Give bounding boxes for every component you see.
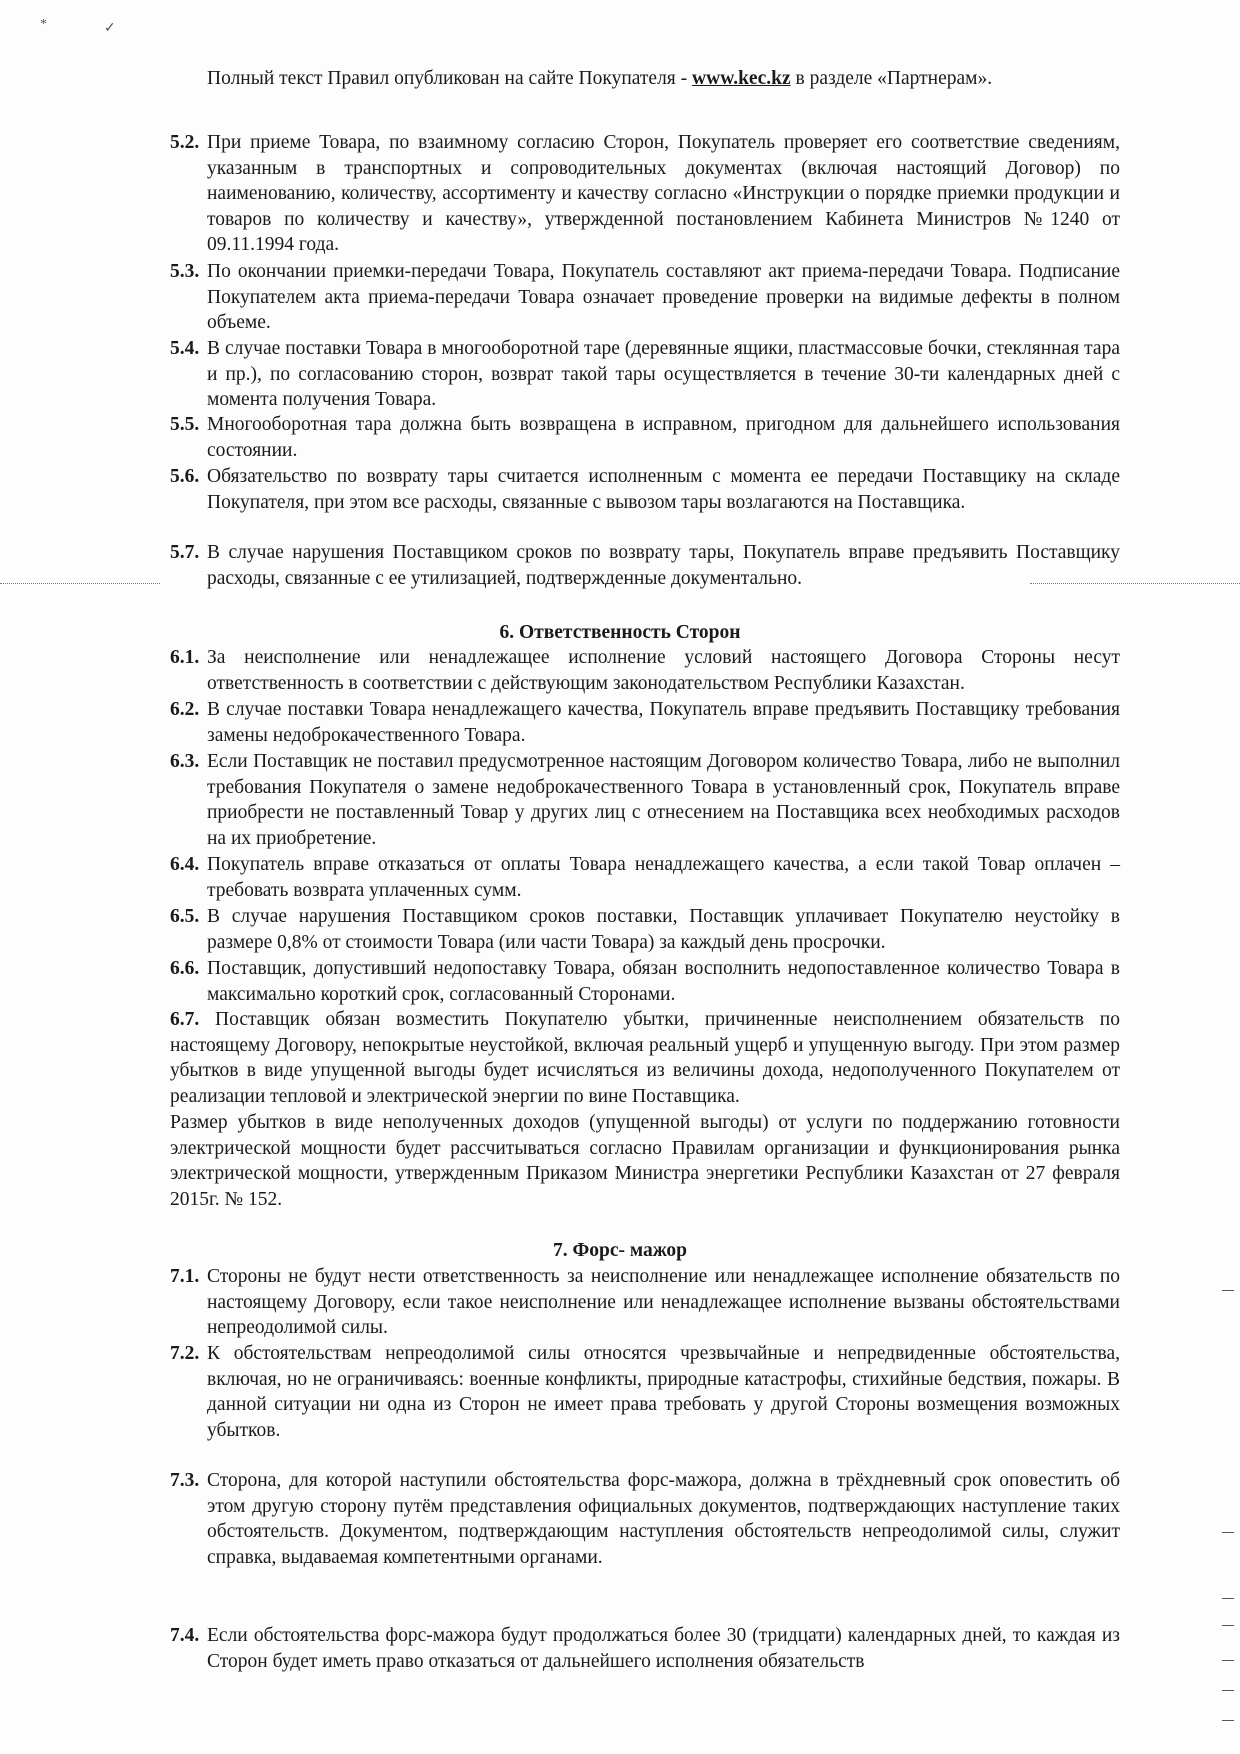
clause-7-4 bbox=[170, 1623, 1120, 1674]
clause-text: Поставщик, допустивший недопоставку Товара, обязан восполнить недопоставленное количество Товара в максимально короткий срок, согласованный Сторонами. bbox=[207, 958, 1120, 1005]
scan-artifact-tick bbox=[1222, 1660, 1234, 1661]
scan-artifact-tick bbox=[1222, 1290, 1234, 1291]
intro-text: Полный текст Правил опубликован на сайте Покупателя - bbox=[207, 68, 693, 89]
clause-text: В случае поставки Товара ненадлежащего качества, Покупатель вправе предъявить Поставщику требования замены недоброкачественного Товара. bbox=[207, 699, 1120, 746]
intro-text-end: в разделе «Партнерам». bbox=[790, 68, 993, 89]
clause-number: 6.6. bbox=[170, 958, 200, 979]
clause-text: При приеме Товара, по взаимному согласию Сторон, Покупатель проверяет его соответствие сведениям, указанным в транспортных и сопроводительных документах (включая настоящий Договор) по наименованию, количеству, ассортименту и качеству согласно «Инструкции о порядке приемки продукции и товаров по количеству и качеству», утвержденной постановлением Кабинета Министров №1240 от 09.11.1994 года. bbox=[207, 132, 1120, 255]
clause-number: 7.3. bbox=[170, 1470, 200, 1491]
clause-text: Покупатель вправе отказаться от оплаты Товара ненадлежащего качества, а если такой Товар оплачен – требовать возврата уплаченных сумм. bbox=[207, 854, 1120, 901]
clause-text: Поставщик обязан возместить Покупателю убытки, причиненные неисполнением обязательств по настоящему Договору, непокрытые неустойкой, включая реальный ущерб и упущенную выгоду. При этом размер убытков в виде упущенной выгоды будет исчисляться из величины дохода, недополученного Покупателем от реализации тепловой и электрической энергии по вине Поставщика. bbox=[170, 1009, 1120, 1107]
clause-6-2 bbox=[170, 697, 1120, 748]
clause-number: 6.2. bbox=[170, 699, 200, 720]
clause-number: 5.2. bbox=[170, 132, 200, 153]
section-6-heading: 6. Ответственность Сторон bbox=[499, 622, 741, 643]
clause-text: В случае нарушения Поставщиком сроков поставки, Поставщик уплачивает Покупателю неустойку в размере 0,8% от стоимости Товара (или части Товара) за каждый день просрочки. bbox=[207, 906, 1120, 953]
clause-5-6 bbox=[170, 464, 1120, 515]
clause-5-7 bbox=[170, 540, 1120, 591]
clause-text: Стороны не будут нести ответственность за неисполнение или ненадлежащее исполнение обязательств по настоящему Договору, если такое неисполнение или ненадлежащее исполнение вызваны обстоятельствами непреодолимой силы. bbox=[207, 1266, 1120, 1338]
clause-7-3 bbox=[170, 1468, 1120, 1570]
clause-5-4 bbox=[170, 336, 1120, 413]
scan-artifact-tick bbox=[1222, 1690, 1234, 1691]
scan-artifact-tick bbox=[1222, 1720, 1234, 1721]
clause-number: 7.4. bbox=[170, 1625, 200, 1646]
scan-artifact-line bbox=[1030, 583, 1240, 584]
scan-artifact-tick bbox=[1222, 1532, 1234, 1533]
clause-number: 6.1. bbox=[170, 647, 200, 668]
clause-text: В случае поставки Товара в многооборотной таре (деревянные ящики, пластмассовые бочки, стеклянная тара и пр.), по согласованию сторон, возврат такой тары осуществляется в течение 30-ти календарных дней с момента получения Товара. bbox=[207, 338, 1120, 410]
clause-text: За неисполнение или ненадлежащее исполнение условий настоящего Договора Стороны несут ответственность в соответствии с действующим законодательством Республики Казахстан. bbox=[207, 647, 1120, 694]
clause-number: 5.7. bbox=[170, 542, 200, 563]
clause-number: 5.3. bbox=[170, 261, 200, 282]
website-link[interactable]: www.kec.kz bbox=[692, 68, 791, 89]
clause-6-4 bbox=[170, 852, 1120, 903]
scan-mark: * bbox=[40, 17, 47, 32]
clause-number: 7.1. bbox=[170, 1266, 200, 1287]
clause-6-6 bbox=[170, 956, 1120, 1007]
clause-text: Если Поставщик не поставил предусмотренное настоящим Договором количество Товара, либо не выполнил требования Покупателя о замене недоброкачественного Товара в установленный срок, Покупатель вправе приобрести не поставленный Товар у других лиц с отнесением на Поставщика всех необходимых расходов на их приобретение. bbox=[207, 751, 1120, 849]
clause-number: 5.6. bbox=[170, 466, 200, 487]
clause-7-1 bbox=[170, 1264, 1120, 1341]
clause-6-5 bbox=[170, 904, 1120, 955]
scan-artifact-tick bbox=[1222, 1598, 1234, 1599]
scan-mark: ✓ bbox=[104, 21, 116, 36]
clause-number: 6.3. bbox=[170, 751, 200, 772]
clause-5-2 bbox=[170, 130, 1120, 258]
clause-6-1 bbox=[170, 645, 1120, 696]
clause-text: По окончании приемки-передачи Товара, Покупатель составляют акт приема-передачи Товара. Подписание Покупателем акта приема-передачи Товара означает проведение проверки на видимые дефекты в полном объеме. bbox=[207, 261, 1120, 333]
section-7-heading: 7. Форс- мажор bbox=[552, 1240, 687, 1261]
scan-artifact-tick bbox=[1222, 1625, 1234, 1626]
clause-text: В случае нарушения Поставщиком сроков по возврату тары, Покупатель вправе предъявить Поставщику расходы, связанные с ее утилизацией, подтвержденные документально. bbox=[207, 542, 1120, 589]
clause-number: 6.4. bbox=[170, 854, 200, 875]
clause-number: 7.2. bbox=[170, 1343, 200, 1364]
clause-number: 5.5. bbox=[170, 414, 200, 435]
clause-5-3 bbox=[170, 259, 1120, 336]
clause-5-5 bbox=[170, 412, 1120, 463]
scan-artifact-line bbox=[0, 583, 160, 584]
clause-text: К обстоятельствам непреодолимой силы относятся чрезвычайные и непредвиденные обстоятельства, включая, но не ограничиваясь: военные конфликты, природные катастрофы, стихийные бедствия, пожары. В данной ситуации ни одна из Сторон не имеет права требовать у другой Стороны возмещения возможных убытков. bbox=[207, 1343, 1120, 1441]
clause-number: 6.5. bbox=[170, 906, 200, 927]
clause-number: 6.7. bbox=[170, 1009, 200, 1030]
losses-paragraph: Размер убытков в виде неполученных доходов (упущенной выгоды) от услуги по поддержанию готовности электрической мощности будет рассчитываться согласно Правилам организации и функционирования рынка электрической мощности, утвержденным Приказом Министра энергетики Республики Казахстан от 27 февраля 2015г. № 152. bbox=[170, 1112, 1120, 1210]
clause-6-3 bbox=[170, 749, 1120, 851]
clause-7-2 bbox=[170, 1341, 1120, 1443]
clause-text: Обязательство по возврату тары считается исполненным с момента ее передачи Поставщику на складе Покупателя, при этом все расходы, связанные с вывозом тары возлагаются на Поставщика. bbox=[207, 466, 1120, 513]
clause-number: 5.4. bbox=[170, 338, 200, 359]
clause-text: Сторона, для которой наступили обстоятельства форс-мажора, должна в трёхдневный срок оповестить об этом другую сторону путём представления официальных документов, подтверждающих наступление таких обстоятельств. Документом, подтверждающим наступления обстоятельств непреодолимой силы, служит справка, выдаваемая компетентными органами. bbox=[207, 1470, 1120, 1568]
clause-text: Если обстоятельства форс-мажора будут продолжаться более 30 (тридцати) календарных дней, то каждая из Сторон будет иметь право отказаться от дальнейшего исполнения обязательств bbox=[207, 1625, 1120, 1672]
clause-text: Многооборотная тара должна быть возвращена в исправном, пригодном для дальнейшего использования состоянии. bbox=[207, 414, 1120, 461]
clause-6-7 bbox=[170, 1007, 1120, 1109]
intro-paragraph bbox=[207, 66, 1120, 92]
